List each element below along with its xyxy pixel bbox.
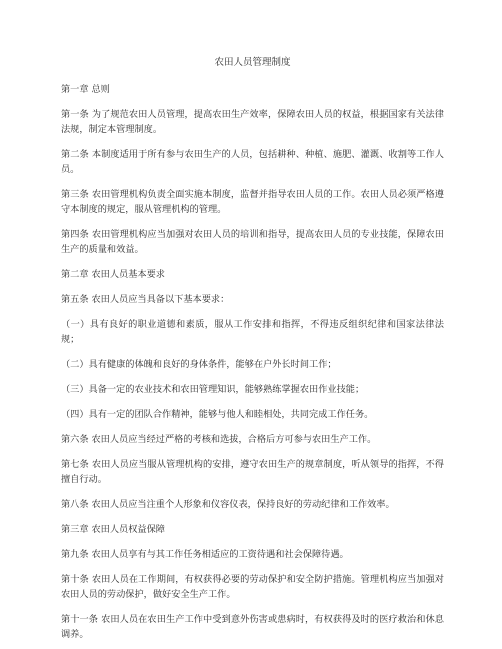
article-paragraph: 第七条 农田人员应当服从管理机构的安排，遵守农田生产的规章制度，听从领导的指挥，不得擅自行动。 [61, 459, 444, 485]
list-item: （三）具备一定的农业技术和农田管理知识，能够熟练掌握农田作业技能； [61, 384, 365, 395]
article-paragraph: 第八条 农田人员应当注重个人形象和仪容仪表，保持良好的劳动纪律和工作效率。 [61, 499, 395, 510]
document-title: 农田人员管理制度 [214, 57, 291, 68]
list-item: （一）具有良好的职业道德和素质，服从工作安排和指挥，不得违反组织纪律和国家法律法规； [61, 319, 444, 345]
article-paragraph: 第三条 农田管理机构负责全面实施本制度，监督并指导农田人员的工作。农田人员必须严格遵守本制度的规定，服从管理机构的管理。 [61, 189, 444, 215]
article-paragraph: 第九条 农田人员享有与其工作任务相适应的工资待遇和社会保障待遇。 [61, 549, 349, 560]
article-paragraph: 第五条 农田人员应当具备以下基本要求： [61, 294, 230, 305]
article-paragraph: 第一条 为了规范农田人员管理，提高农田生产效率，保障农田人员的权益，根据国家有关法律法规，制定本管理制度。 [61, 109, 444, 135]
article-paragraph: 第十条 农田人员在工作期间，有权获得必要的劳动保护和安全防护措施。管理机构应当加强对农田人员的劳动保护，做好安全生产工作。 [61, 574, 444, 600]
chapter-heading: 第二章 农田人员基本要求 [61, 269, 165, 280]
chapter-heading: 第三章 农田人员权益保障 [61, 524, 165, 535]
list-item: （四）具有一定的团队合作精神，能够与他人和睦相处，共同完成工作任务。 [61, 409, 374, 420]
article-paragraph: 第六条 农田人员应当经过严格的考核和选拔，合格后方可参与农田生产工作。 [61, 434, 377, 445]
article-paragraph: 第二条 本制度适用于所有参与农田生产的人员，包括耕种、种植、施肥、灌溉、收割等工作人员。 [61, 149, 444, 175]
list-item: （二）具有健康的体魄和良好的身体条件，能够在户外长时间工作； [61, 359, 337, 370]
chapter-heading: 第一章 总则 [61, 84, 110, 95]
article-paragraph: 第十一条 农田人员在农田生产工作中受到意外伤害或患病时，有权获得及时的医疗救治和休息调养。 [61, 614, 444, 640]
article-paragraph: 第四条 农田管理机构应当加强对农田人员的培训和指导，提高农田人员的专业技能，保障农田生产的质量和效益。 [61, 229, 444, 255]
